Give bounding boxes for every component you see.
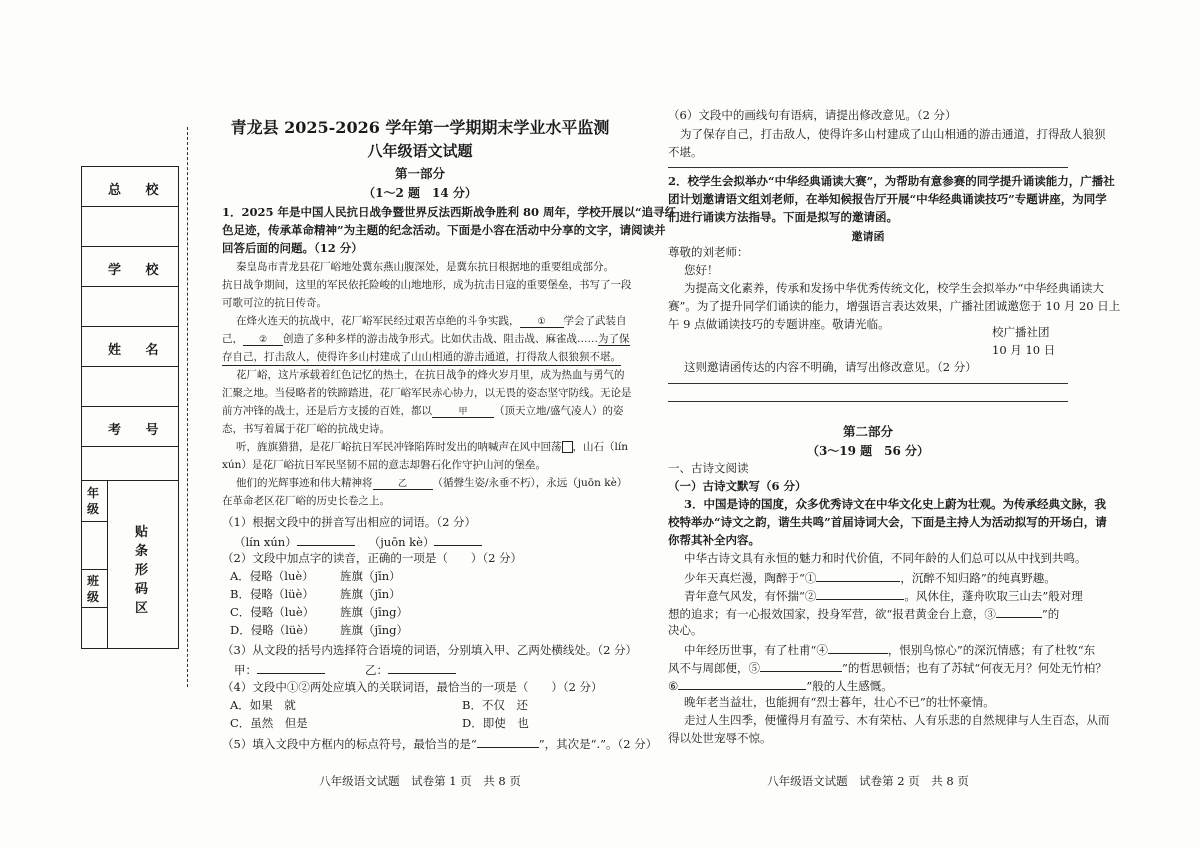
q1-6-answer-line[interactable] bbox=[668, 167, 1068, 168]
passage-line: （顶天立地/盛气凌人）的姿 bbox=[494, 405, 624, 417]
school-field[interactable] bbox=[82, 287, 178, 327]
q1-5-prompt-end: ”，其次是“.”。（2 分） bbox=[538, 737, 658, 751]
passage-line: xún）是花厂峪抗日军民坚韧不屈的意志却磐石化作守护山河的堡垒。 bbox=[222, 459, 546, 471]
q2-ask: 这则邀请函传达的内容不明确，请写出修改意见。（2 分） bbox=[684, 360, 977, 374]
passage-line: 他们的光辉事迹和伟大精神将 bbox=[236, 477, 373, 489]
q1-5-answer[interactable] bbox=[477, 735, 539, 748]
q3-blank-5[interactable] bbox=[760, 659, 842, 672]
q3-line: 少年天真烂漫，陶醉于“① bbox=[684, 571, 817, 585]
grade-label: 年级 bbox=[87, 486, 100, 516]
invitation-signature: 校广播社团 bbox=[992, 325, 1050, 339]
exam-number-field[interactable] bbox=[82, 447, 178, 481]
q3-line: 决心。 bbox=[668, 623, 703, 637]
q3-line: ，恨别鸟惊心”的深沉情感；有了杜牧“东 bbox=[887, 643, 1096, 657]
q1-3-yi-label: 乙： bbox=[365, 663, 388, 677]
q1-1-pinyin-a: （lín xún） bbox=[234, 535, 297, 549]
q1-2-prompt: （2）文段中加点字的读音，正确的一项是（ ）（2 分） bbox=[222, 551, 523, 565]
q1-line-2: 色足迹，传承革命精神”为主题的纪念活动。下面是小容在活动中分享的文字，请阅读并 bbox=[222, 223, 666, 237]
blank-marker-2: ② bbox=[258, 335, 268, 345]
q1-1-prompt: （1）根据文段中的拼音写出相应的词语。（2 分） bbox=[222, 515, 477, 529]
q3-line: 中年经历世事，有了杜甫“④ bbox=[684, 643, 828, 657]
invitation-body: 为提高文化素养，传承和发扬中华优秀传统文化，校学生会拟举办“中华经典诵读大 bbox=[684, 281, 1104, 295]
total-school-label: 总 校 bbox=[108, 183, 169, 198]
q3-line: ，沉醉不知归路”的纯真野趣。 bbox=[900, 571, 1056, 585]
invitation-title: 邀请函 bbox=[851, 230, 885, 243]
q1-1-pinyin-b: （juōn kè） bbox=[368, 535, 435, 549]
right-page-footer: 八年级语文试题 试卷第 2 页 共 8 页 bbox=[767, 774, 969, 788]
q3-line: 青年意气风发，有怀揣“② bbox=[684, 589, 817, 603]
passage-line: 在烽火连天的抗战中，花厂峪军民经过艰苦卓绝的斗争实践， bbox=[236, 315, 520, 327]
q3-blank-2[interactable] bbox=[816, 587, 904, 600]
q2-answer-line-2[interactable] bbox=[668, 401, 1068, 402]
q1-1-answer-a[interactable] bbox=[297, 533, 355, 546]
q3-line: 得以处世宠辱不惊。 bbox=[668, 731, 772, 745]
invitation-body: 午 9 点做诵读技巧的专题讲座。敬请光临。 bbox=[668, 317, 890, 331]
barcode-label: 贴条形码区 bbox=[135, 525, 149, 616]
q1-2-option-a[interactable]: A．侵略（luè） 旌旗（jīn） bbox=[230, 569, 401, 583]
passage-line: 创造了多种多样的游击战争形式。比如伏击战、阻击战、麻雀战…… bbox=[283, 333, 598, 345]
q1-6-sentence: 为了保存自己，打击敌人，使得许多山村建成了山山相通的游击通道，打得敌人狼狈 bbox=[680, 127, 1106, 141]
q1-2-option-c[interactable]: C．侵略（luè） 旌旗（jīng） bbox=[230, 605, 409, 619]
q1-3-prompt: （3）从文段的括号内选择符合语境的词语，分别填入甲、乙两处横线处。（2 分） bbox=[222, 643, 638, 657]
q3-line: ”般的人生感慨。 bbox=[806, 679, 893, 693]
part-two-heading: 第二部分 bbox=[842, 424, 893, 439]
q3-line: 你帮其补全内容。 bbox=[668, 533, 760, 547]
q1-line-1: 1．2025 年是中国人民抗日战争暨世界反法西斯战争胜利 80 周年，学校开展以“追寻红 bbox=[222, 205, 677, 219]
name-field[interactable] bbox=[82, 367, 178, 407]
q3-line: ”的 bbox=[1041, 607, 1060, 621]
passage-line: 己， bbox=[222, 333, 243, 345]
left-page-footer: 八年级语文试题 试卷第 1 页 共 8 页 bbox=[319, 774, 521, 788]
q1-5-prompt: （5）填入文段中方框内的标点符号，最恰当的是“ bbox=[222, 737, 477, 751]
total-school-field[interactable] bbox=[82, 207, 178, 247]
blank-marker-jia: 甲 bbox=[458, 407, 468, 417]
q3-line: 晚年老当益壮，也能拥有“烈士暮年，壮心不已”的壮怀豪情。 bbox=[684, 695, 995, 709]
exam-number-label: 考 号 bbox=[108, 423, 169, 438]
part-one-range: （1～2 题 14 分） bbox=[363, 186, 477, 200]
q3-line: 3．中国是诗的国度，众多优秀诗文在中华文化史上蔚为壮观。为传承经典文脉，我 bbox=[684, 497, 1106, 511]
q1-4-option-d[interactable]: D．即使 也 bbox=[462, 716, 529, 730]
q3-blank-4[interactable] bbox=[828, 641, 888, 654]
fold-dashed-line bbox=[187, 127, 188, 687]
q2-line-3: 们进行诵读方法指导。下面是拟写的邀请函。 bbox=[668, 210, 898, 224]
q3-line: ”的哲思顿悟；也有了苏轼“何夜无月？何处无竹柏？ bbox=[842, 661, 1107, 675]
underlined-sentence-b: 存自己，打击敌人，使得许多山村建成了山山相通的游击通道，打得敌人很狼狈不堪。 bbox=[222, 350, 621, 366]
passage-line: 学会了武装自 bbox=[563, 315, 627, 327]
q1-3-yi-answer[interactable] bbox=[388, 661, 456, 674]
exam-subtitle: 八年级语文试题 bbox=[367, 142, 473, 160]
q3-line: 。风休住，蓬舟吹取三山去”般对理 bbox=[904, 589, 1083, 603]
invitation-greeting: 您好！ bbox=[684, 263, 719, 277]
exam-title: 青龙县 2025-2026 学年第一学期期末学业水平监测 bbox=[230, 118, 610, 137]
q1-line-3: 回答后面的问题。（12 分） bbox=[222, 241, 363, 255]
q1-1-answer-b[interactable] bbox=[434, 533, 482, 546]
q3-line: ⑥ bbox=[668, 679, 679, 693]
passage-line: 抗日战争期间，这里的军民依托险峻的山地地形，成为抗击日寇的重要堡垒，书写了一段 bbox=[222, 279, 632, 291]
school-label: 学 校 bbox=[108, 263, 169, 278]
q1-6-sentence-end: 不堪。 bbox=[668, 145, 703, 159]
underlined-sentence-a: 为了保 bbox=[598, 333, 630, 345]
q2-line-2: 团计划邀请语文组刘老师，在举知候报告厅开展“中华经典诵读技巧”专题讲座，为同学 bbox=[668, 192, 1107, 206]
q1-2-option-d[interactable]: D．侵略（lüè） 旌旗（jīng） bbox=[230, 623, 409, 637]
q1-3-jia-answer[interactable] bbox=[257, 661, 325, 674]
invitation-salutation: 尊敬的刘老师： bbox=[668, 245, 749, 259]
section-1-heading: 一、古诗文阅读 bbox=[668, 461, 749, 475]
student-info-table bbox=[81, 166, 179, 649]
passage-line: 可歌可泣的抗日传奇。 bbox=[222, 297, 327, 309]
q2-line-1: 2．校学生会拟举办“中华经典诵读大赛”，为帮助有意参赛的同学提升诵读能力，广播社 bbox=[668, 174, 1115, 188]
class-label: 班级 bbox=[87, 574, 100, 604]
q3-blank-1[interactable] bbox=[816, 569, 900, 582]
q1-4-option-c[interactable]: C．虽然 但是 bbox=[230, 716, 308, 730]
q3-line: 中华古诗文具有永恒的魅力和时代价值，不同年龄的人们总可以从中找到共鸣。 bbox=[684, 551, 1087, 565]
passage-line: 汇聚之地。当侵略者的铁蹄踏进，花厂峪军民赤心协力，以无畏的姿态坚守防线。无论是 bbox=[222, 387, 632, 399]
passage-line: 听，旌旗猎猎，是花厂峪抗日军民冲锋陷阵时发出的呐喊声在风中回荡 bbox=[236, 441, 562, 453]
q3-line: 风不与周郎便，⑤ bbox=[668, 661, 760, 675]
grade-field[interactable] bbox=[82, 521, 107, 570]
blank-marker-yi: 乙 bbox=[397, 479, 407, 489]
part-one-heading: 第一部分 bbox=[394, 166, 445, 181]
passage-line: ，山石（lín bbox=[572, 441, 628, 453]
q1-4-prompt: （4）文段中①②两处应填入的关联词语，最恰当的一项是（ ）（2 分） bbox=[222, 680, 603, 694]
q1-6-prompt: （6）文段中的画线句有语病，请提出修改意见。（2 分） bbox=[668, 108, 957, 122]
section-1-1-heading: （一）古诗文默写（6 分） bbox=[668, 479, 807, 493]
q1-4-option-a[interactable]: A．如果 就 bbox=[230, 698, 296, 712]
q2-answer-line-1[interactable] bbox=[668, 383, 1068, 384]
q3-line: 校特举办“诗文之韵，谐生共鸣”首届诗词大会，下面是主持人为活动拟写的开场白，请 bbox=[668, 515, 1107, 529]
q1-4-option-b[interactable]: B．不仅 还 bbox=[462, 698, 528, 712]
passage-line: 前方冲锋的战士，还是后方支援的百姓，都以 bbox=[222, 405, 432, 417]
name-label: 姓 名 bbox=[108, 343, 169, 358]
q3-line: 想的追求；有一心报效国家，投身军营，欲“报君黄金台上意，③ bbox=[668, 607, 996, 621]
passage-line: （循聲生姿/永垂不朽），永远（juōn kè） bbox=[432, 477, 628, 489]
q3-line: 走过人生四季，便懂得月有盈亏、木有荣枯、人有乐悲的自然规律与人生百态，从而 bbox=[684, 713, 1110, 727]
blank-marker-1: ① bbox=[537, 317, 546, 327]
part-two-range: （3～19 题 56 分） bbox=[806, 444, 930, 458]
passage-line: 秦皇岛市青龙县花厂峪地处冀东燕山腹深处，是冀东抗日根据地的重要组成部分。 bbox=[236, 261, 614, 273]
q3-blank-6[interactable] bbox=[678, 677, 806, 690]
q1-3-jia-label: 甲： bbox=[234, 663, 257, 677]
invitation-date: 10 月 10 日 bbox=[992, 343, 1056, 357]
passage-line: 花厂峪，这片承载着红色记忆的热土，在抗日战争的烽火岁月里，成为热血与勇气的 bbox=[236, 369, 625, 381]
passage-line: 在革命老区花厂峪的历史长卷之上。 bbox=[222, 495, 390, 507]
punctuation-box[interactable] bbox=[562, 441, 573, 453]
barcode-area bbox=[108, 481, 178, 648]
q1-2-option-b[interactable]: B．侵略（lüè） 旌旗（jīn） bbox=[230, 587, 401, 601]
q3-blank-3[interactable] bbox=[996, 605, 1042, 618]
passage-line: 态，书写着属于花厂峪的抗战史诗。 bbox=[222, 423, 390, 435]
invitation-body: 赛”。为了提升同学们诵读的能力，增强语言表达效果，广播社团诚邀您于 10 月 20 日上 bbox=[668, 299, 1121, 313]
